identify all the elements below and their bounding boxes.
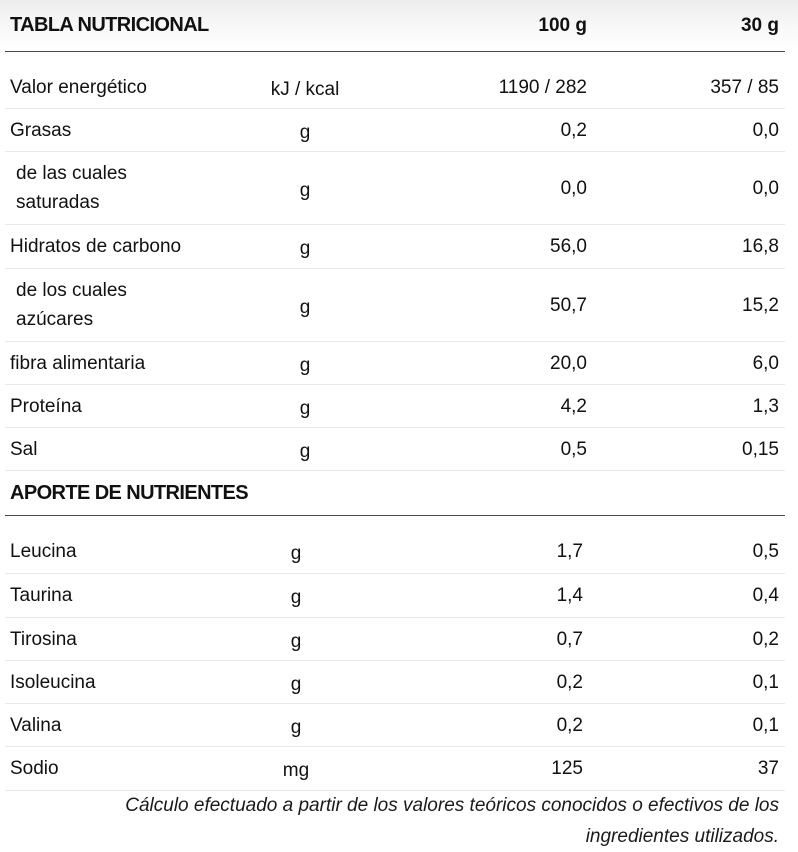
table-row <box>5 574 785 618</box>
nutrient-name: Isoleucina <box>10 671 96 693</box>
table-row <box>5 704 785 747</box>
value-100g: 4,2 <box>560 395 587 417</box>
spacer <box>5 516 785 530</box>
nutrient-name: Proteína <box>10 395 82 417</box>
value-30g: 6,0 <box>752 352 779 374</box>
value-30g: 0,4 <box>752 585 779 606</box>
nutrient-name: Sodio <box>10 758 59 779</box>
nutrient-unit: g <box>299 440 311 462</box>
value-30g: 0,5 <box>752 541 779 562</box>
value-30g: 16,8 <box>742 236 779 257</box>
table-row <box>5 747 785 791</box>
nutrient-unit: g <box>299 121 311 143</box>
value-100g: 0,2 <box>560 119 587 141</box>
nutrient-name: fibra alimentaria <box>10 352 146 374</box>
value-100g: 125 <box>551 758 583 779</box>
value-30g: 0,1 <box>752 671 779 693</box>
table-header-row <box>5 0 785 52</box>
section-title: APORTE DE NUTRIENTES <box>10 481 249 504</box>
nutrient-name: Leucina <box>10 541 77 562</box>
nutrient-unit: g <box>299 397 311 419</box>
table-row <box>5 152 785 225</box>
table-title: TABLA NUTRICIONAL <box>10 14 209 36</box>
table-row <box>5 530 785 574</box>
table-row <box>5 66 785 109</box>
nutrient-name: Valina <box>10 714 62 736</box>
column-header-30g: 30 g <box>740 15 779 36</box>
value-30g: 0,0 <box>752 177 779 199</box>
nutrient-unit: g <box>290 587 302 608</box>
nutrient-name: Sal <box>10 438 38 460</box>
table-row <box>5 269 785 342</box>
nutrient-unit: g <box>299 238 311 259</box>
value-30g: 0,1 <box>752 714 779 736</box>
value-100g: 0,7 <box>556 628 583 650</box>
value-100g: 0,0 <box>560 177 587 199</box>
value-100g: 20,0 <box>550 352 587 374</box>
nutrient-unit: g <box>299 179 311 201</box>
section-header-row <box>5 471 785 516</box>
value-30g: 37 <box>757 758 779 779</box>
table-row <box>5 225 785 269</box>
nutrient-name: de los cuales azúcares <box>16 280 127 330</box>
table-row <box>5 342 785 385</box>
table-row <box>5 109 785 152</box>
column-header-100g: 100 g <box>538 15 587 36</box>
value-100g: 1,7 <box>556 541 583 562</box>
value-100g: 1,4 <box>556 585 583 606</box>
nutrient-unit: g <box>299 354 311 376</box>
value-100g: 56,0 <box>550 236 587 257</box>
value-30g: 1,3 <box>752 395 779 417</box>
value-30g: 0,15 <box>742 438 779 460</box>
nutrient-unit: kJ / kcal <box>270 78 340 100</box>
nutrient-name: Grasas <box>10 119 72 141</box>
nutrient-unit: g <box>290 543 302 564</box>
value-100g: 0,2 <box>556 714 583 736</box>
spacer <box>5 52 785 66</box>
nutrient-name: Hidratos de carbono <box>10 236 182 257</box>
table-row <box>5 618 785 661</box>
nutrient-name: de las cuales saturadas <box>16 163 127 213</box>
nutrient-unit: g <box>299 296 311 318</box>
value-30g: 0,2 <box>752 628 779 650</box>
value-100g: 50,7 <box>550 294 587 316</box>
nutrient-name: Tirosina <box>10 628 77 650</box>
value-30g: 357 / 85 <box>710 76 779 98</box>
footnote: Cálculo efectuado a partir de los valores teóricos conocidos o efectivos de los ingredientes utilizados. <box>125 795 779 847</box>
table-row <box>5 385 785 428</box>
table-row <box>5 661 785 704</box>
nutrient-unit: g <box>290 673 302 695</box>
value-100g: 0,5 <box>560 438 587 460</box>
value-30g: 15,2 <box>742 294 779 316</box>
table-row <box>5 428 785 471</box>
value-100g: 0,2 <box>556 671 583 693</box>
nutrient-name: Taurina <box>10 585 73 606</box>
value-30g: 0,0 <box>752 119 779 141</box>
value-100g: 1190 / 282 <box>498 76 587 98</box>
nutrient-name: Valor energético <box>10 76 147 98</box>
nutrient-unit: mg <box>282 760 310 781</box>
nutrient-unit: g <box>290 716 302 738</box>
nutrition-table <box>5 0 785 791</box>
nutrient-unit: g <box>290 630 302 652</box>
